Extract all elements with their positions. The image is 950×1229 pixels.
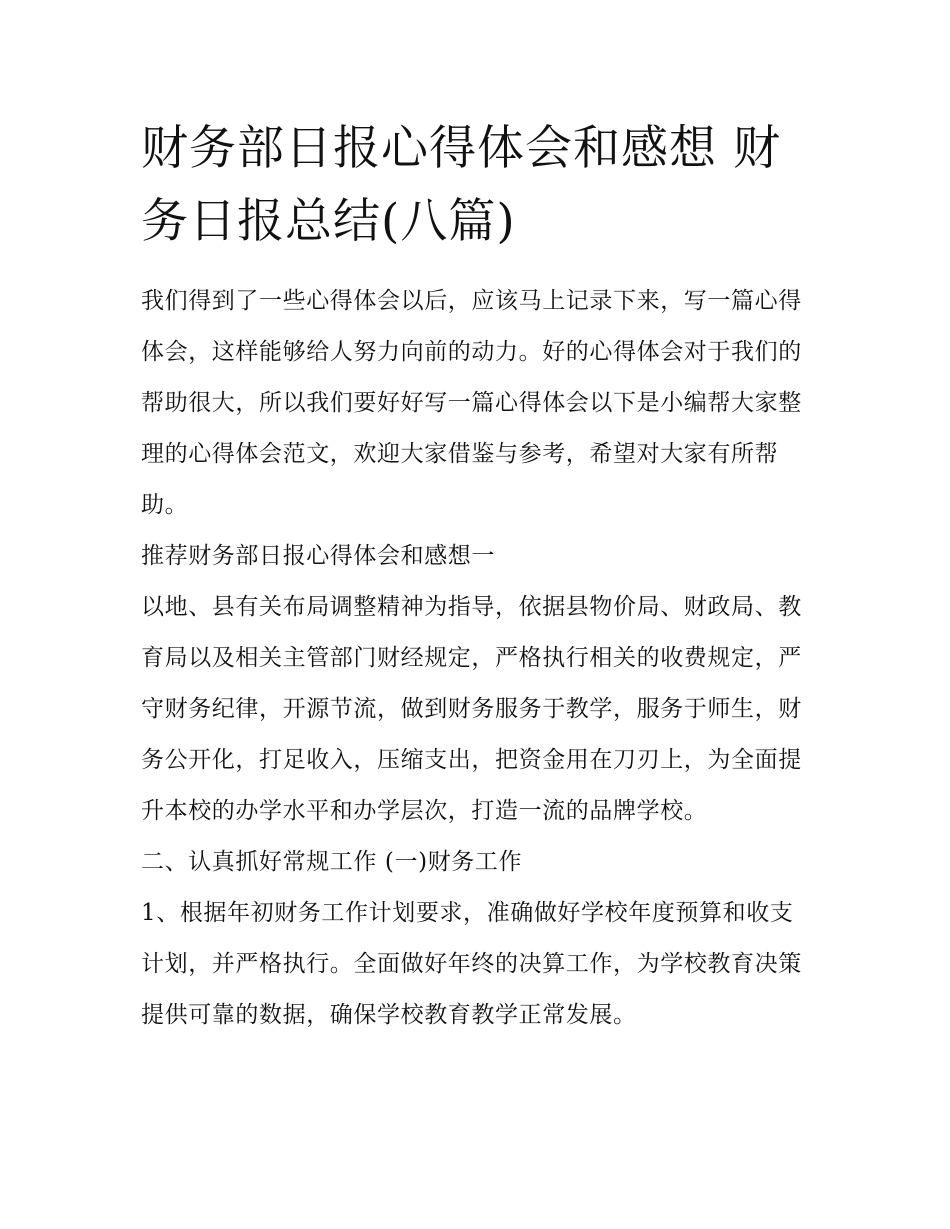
document-body (141, 276, 813, 1041)
document-title: 财务部日报心得体会和感想 财务日报总结(八篇) (141, 121, 781, 249)
intro-paragraph: 我们得到了一些心得体会以后，应该马上记录下来，写一篇心得体会，这样能够给人努力向前的动力。好的心得体会对于我们的帮助很大，所以我们要好好写一篇心得体会以下是小编帮大家整理的心得体会范文，欢迎大家借鉴与参考，希望对大家有所帮助。 (141, 288, 802, 518)
section-heading: 推荐财务部日报心得体会和感想一 (141, 543, 495, 569)
body-paragraph: 以地、县有关布局调整精神为指导，依据县物价局、财政局、教育局以及相关主管部门财经规定，严格执行相关的收费规定，严守财务纪律，开源节流，做到财务服务于教学，服务于师生，财务公开化，打足收入，压缩支出，把资金用在刀刃上，为全面提升本校的办学水平和办学层次，打造一流的品牌学校。 (141, 594, 802, 824)
subsection-heading: 二、认真抓好常规工作 (一)财务工作 (141, 849, 523, 875)
list-item-paragraph: 1、根据年初财务工作计划要求，准确做好学校年度预算和收支计划，并严格执行。全面做好年终的决算工作，为学校教育决策提供可靠的数据，确保学校教育教学正常发展。 (141, 900, 802, 1028)
